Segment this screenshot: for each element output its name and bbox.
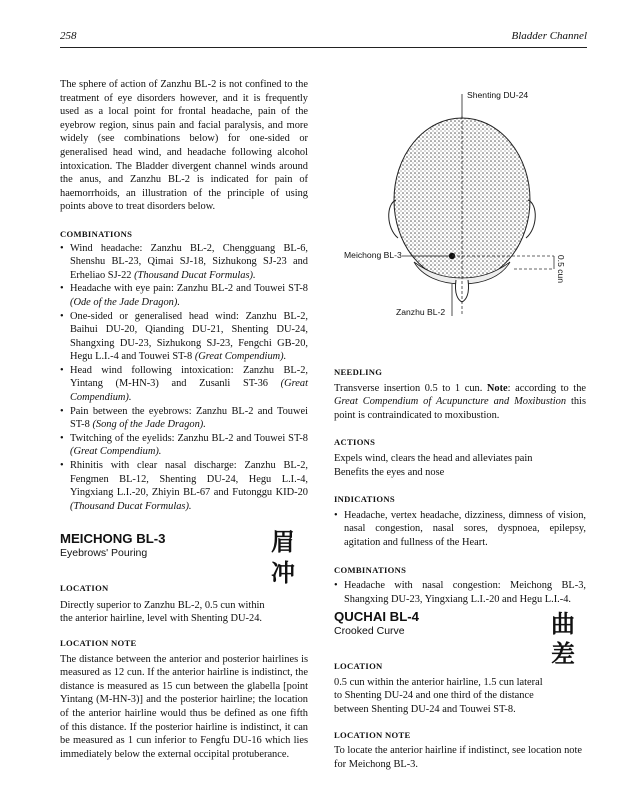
needling-mid: : according to the — [507, 382, 586, 394]
label-measure: 0.5 cun — [556, 254, 567, 284]
actions-list — [334, 452, 586, 479]
combination-source: (Thousand Ducat Formulas). — [134, 269, 256, 281]
combination-source: (Thousand Ducat Formulas). — [70, 500, 192, 512]
indication-item: • Headache, vertex headache, dizziness, dimness of vision, nasal congestion, nasal sores, dyspnoea, epilepsy, agitation and fullness of the Heart. — [334, 509, 586, 550]
combinations-list — [60, 242, 308, 514]
quchai-subtitle: Crooked Curve — [334, 624, 405, 637]
combination-item — [60, 282, 308, 309]
combination-text: Rhinitis with clear nasal discharge: Zanzhu BL-2, Fengmen BL-12, Shenting DU-24, Hegu L.I.-4, Yingxiang L.I.-20, Zhiyin BL-67 and Futonggu KID-20 — [70, 460, 308, 499]
quchai-title: QUCHAI BL-4 — [334, 609, 419, 624]
actions-heading: ACTIONS — [334, 437, 376, 448]
needling-note-bold: Note — [486, 382, 508, 394]
combination-text: One-sided or generalised head wind: Zanzhu BL-2, Baihui DU-20, Qianding DU-21, Shenting DU-24, Shangxing DU-23, Sizhukong SJ-23, Fengchi GB-20, Hegu L.I.-4 and Touwei ST-8 — [70, 310, 308, 363]
quchai-location-note: To locate the anterior hairline if indistinct, see location note for Meichong BL-3. — [334, 745, 582, 770]
combinations-heading: COMBINATIONS — [60, 228, 133, 239]
needling-post: this point is contraindicated to moxibustion. — [334, 396, 586, 421]
combination-text: Twitching of the eyelids: Zanzhu BL-2 and Touwei ST-8 — [70, 432, 308, 444]
quchai-char-1: 曲 — [551, 610, 575, 638]
left-column — [60, 78, 308, 513]
action-item: Benefits the eyes and nose — [334, 466, 445, 478]
right-column — [334, 366, 586, 606]
combination-source: (Great Compendium). — [70, 378, 308, 404]
label-shenting: Shenting DU-24 — [467, 90, 529, 100]
meichong-location: Directly superior to Zanzhu BL-2, 0.5 cun within the anterior hairline, level with Shenting DU-24. — [60, 599, 265, 625]
combination-source: (Ode of the Jade Dragon). — [70, 296, 180, 308]
label-meichong: Meichong BL-3 — [344, 250, 402, 260]
meichong-combination-item: • Headache with nasal congestion: Meichong BL-3, Shangxing DU-23, Yingxiang L.I.-20 and Hegu L.I.-4. — [334, 579, 586, 606]
combination-text: Pain between the eyebrows: Zanzhu BL-2 and Touwei ST-8 — [70, 405, 308, 431]
meichong-location-note: The distance between the anterior and posterior hairlines is measured as 12 cun. If the anterior hairline is indistinct, the distance is measured as 15 cun between the glabella [point Yintang (M-HN-3)] and the posterior hairline; the location of the anterior hairline would thus be defined as one fifth of this distance. If the posterior hairline is indistinct, it can be measured as 1 cun inferior to Fengfu DU-16 which lies immediately below the external occipital protuberance. — [60, 653, 308, 760]
meichong-char-2: 冲 — [271, 559, 295, 587]
meichong-location-heading: LOCATION — [60, 583, 109, 594]
label-zanzhu: Zanzhu BL-2 — [396, 307, 446, 317]
combination-item — [60, 405, 308, 432]
indications-heading: INDICATIONS — [334, 494, 395, 505]
combination-source: (Song of the Jade Dragon). — [92, 419, 206, 431]
meichong-location-note-heading: LOCATION NOTE — [60, 637, 137, 648]
combination-source: (Great Compendium). — [70, 446, 162, 458]
needling-pre: Transverse insertion 0.5 to 1 cun. — [334, 382, 487, 394]
meichong-title: MEICHONG BL-3 — [60, 531, 166, 546]
head-illustration — [334, 88, 586, 328]
needling-source: Great Compendium of Acupuncture and Moxibustion — [334, 396, 567, 408]
combination-item — [60, 364, 308, 405]
quchai-location: 0.5 cun within the anterior hairline, 1.5 cun lateral to Shenting DU-24 and one third of the distance between Shenting DU-24 and Touwei ST-8. — [334, 676, 543, 715]
needling-text — [334, 382, 586, 423]
meichong-subtitle: Eyebrows' Pouring — [60, 546, 148, 559]
combination-item — [60, 432, 308, 459]
indications-list — [334, 509, 586, 550]
meichong-combinations-list — [334, 579, 586, 606]
header-rule — [60, 47, 587, 48]
chapter-title: Bladder Channel — [511, 30, 587, 42]
combination-item — [60, 242, 308, 283]
combination-text: Headache with eye pain: Zanzhu BL-2 and Touwei ST-8 — [70, 283, 308, 295]
intro-paragraph: The sphere of action of Zanzhu BL-2 is not confined to the treatment of eye disorders however, and it is frequently used as a local point for frontal headache, pain of the eyebrow region, sinus pain and facial paralysis, and more widely (see combinations below) for one-sided or generalised head wind, and headache following alcohol intoxication. The Bladder divergent channel winds around the anus, and Zanzhu BL-2 is indicated for pain of haemorrhoids, an illustration of the principle of using points above to treat disorders below. — [60, 79, 308, 213]
meichong-combinations-heading: COMBINATIONS — [334, 564, 407, 575]
quchai-char-2: 差 — [551, 640, 575, 668]
quchai-location-heading: LOCATION — [334, 661, 383, 672]
meichong-char-1: 眉 — [271, 528, 295, 556]
combination-source: (Great Compendium). — [194, 351, 287, 363]
combination-text: Wind headache: Zanzhu BL-2, Chengguang BL-6, Shenshu BL-23, Qimai SJ-18, Sizhukong SJ-23 and Erheliao SJ-22 — [70, 242, 308, 281]
action-item: Expels wind, clears the head and alleviates pain — [334, 452, 533, 464]
combination-item — [60, 310, 308, 364]
quchai-section — [334, 610, 586, 771]
page-number: 258 — [60, 30, 77, 42]
needling-heading: NEEDLING — [334, 367, 383, 377]
combination-item — [60, 459, 308, 513]
combination-text: Head wind following intoxication: Zanzhu BL-2, Yintang (M-HN-3) and Zusanli ST-36 — [70, 364, 308, 390]
quchai-location-note-heading: LOCATION NOTE — [334, 729, 411, 740]
